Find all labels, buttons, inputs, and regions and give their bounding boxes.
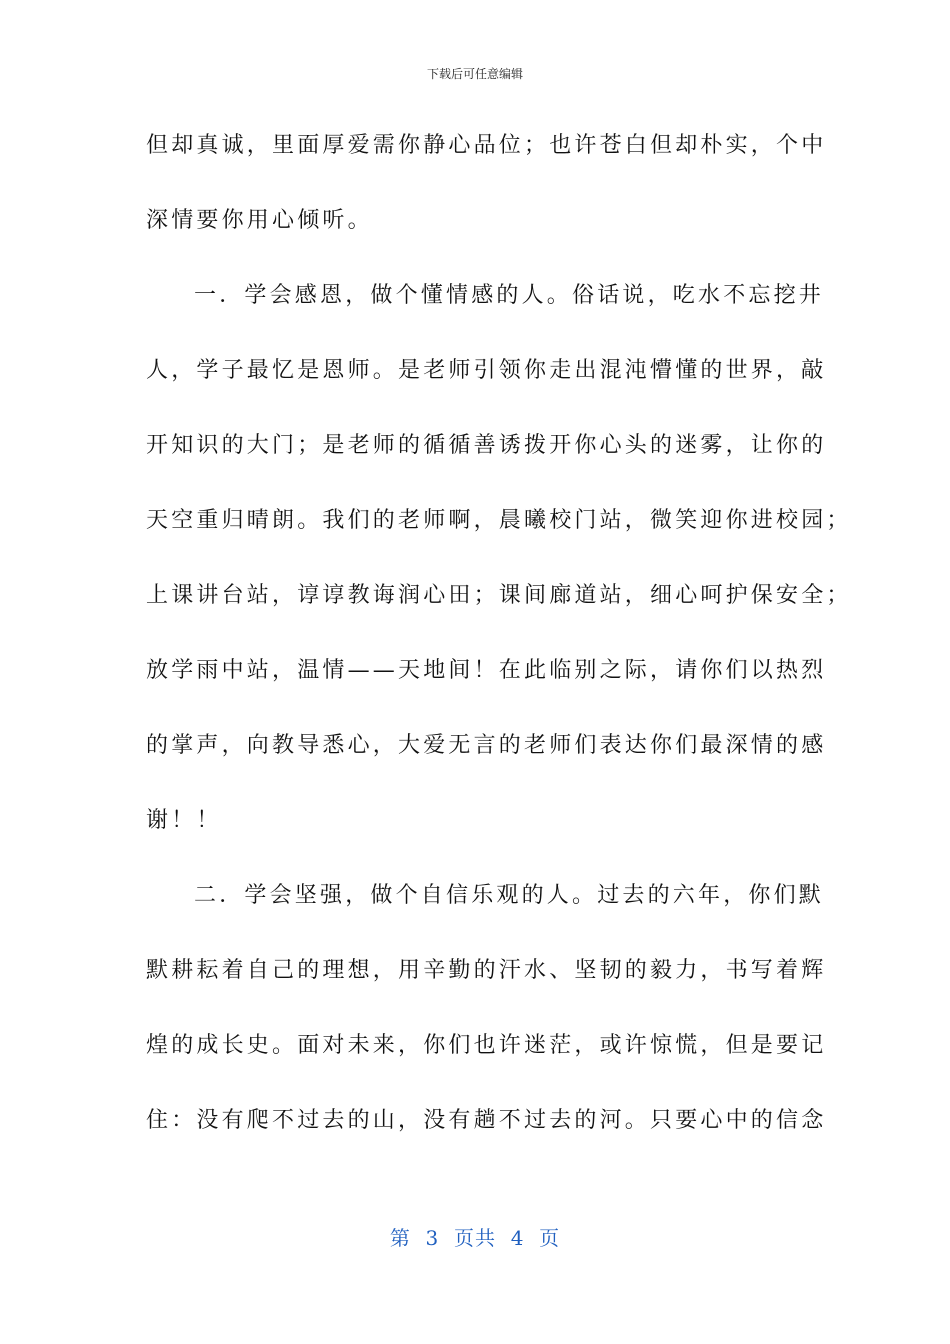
document-body [146, 108, 852, 1158]
body-line: 开知识的大门；是老师的循循善诱拨开你心头的迷雾，让你的 [146, 433, 827, 458]
body-line-paragraph-start: 二．学会坚强，做个自信乐观的人。过去的六年，你们默 [194, 883, 825, 908]
body-line: 但却真诚，里面厚爱需你静心品位；也许苍白但却朴实，个中 [146, 133, 827, 158]
body-line: 谢！！ [146, 808, 222, 833]
body-line: 煌的成长史。面对未来，你们也许迷茫，或许惊慌，但是要记 [146, 1033, 827, 1058]
body-line: 天空重归晴朗。我们的老师啊，晨曦校门站，微笑迎你进校园； [146, 508, 852, 533]
page-header-note: 下载后可任意编辑 [426, 67, 523, 81]
page-footer [0, 1224, 950, 1252]
body-line: 人，学子最忆是恩师。是老师引领你走出混沌懵懂的世界，敲 [146, 358, 827, 383]
body-line: 住：没有爬不过去的山，没有趟不过去的河。只要心中的信念 [146, 1108, 827, 1133]
body-line: 深情要你用心倾听。 [146, 208, 373, 233]
page-number-label: 第 3 页共 4 页 [389, 1226, 561, 1250]
body-line: 上课讲台站，谆谆教诲润心田；课间廊道站，细心呵护保安全； [146, 583, 852, 608]
body-line-paragraph-start: 一．学会感恩，做个懂情感的人。俗话说，吃水不忘挖井 [194, 283, 825, 308]
body-line: 默耕耘着自己的理想，用辛勤的汗水、坚韧的毅力，书写着辉 [146, 958, 827, 983]
body-line: 放学雨中站，温情——天地间！在此临别之际，请你们以热烈 [146, 658, 827, 683]
body-line: 的掌声，向教导悉心，大爱无言的老师们表达你们最深情的感 [146, 733, 827, 758]
